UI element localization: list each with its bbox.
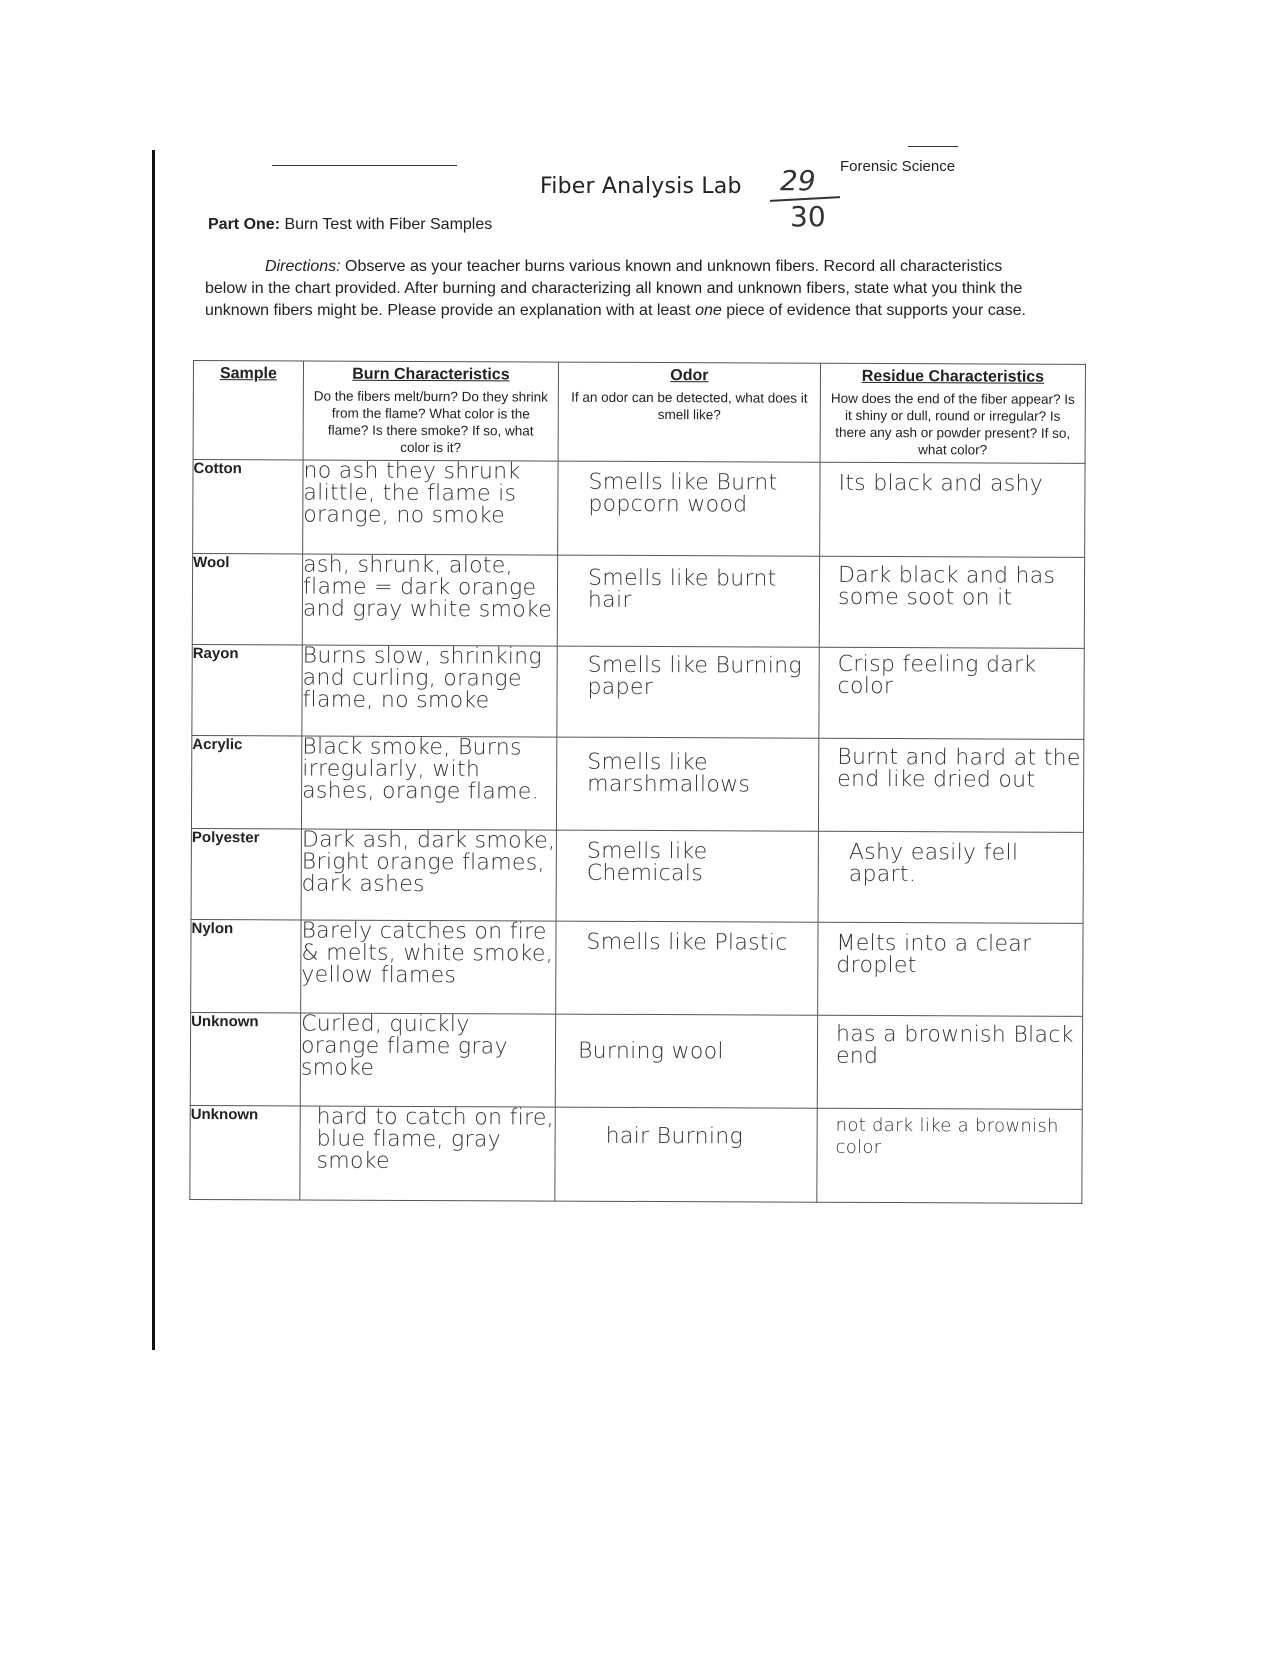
- burn-cell: hard to catch on fire, blue flame, gray smoke: [300, 1106, 555, 1201]
- residue-cell: Its black and ashy: [820, 462, 1085, 557]
- residue-cell: Burnt and hard at the end like dried out: [818, 738, 1083, 832]
- header-residue: Residue Characteristics How does the end of the fiber appear? Is it shiny or dull, round or irregular? Is there any ash or powder present? If so, what color?: [820, 363, 1085, 463]
- directions-paragraph: [205, 256, 1047, 322]
- odor-cell: Smells like Burning paper: [557, 646, 819, 738]
- score-total: 30: [790, 200, 826, 233]
- table-row: [190, 1105, 1082, 1203]
- directions-text-a: Observe as your teacher burns various known and unknown fibers. Record all characteristics below in the chart provided. After burning and characterizing all known and unknown fibers, state what you think the unknown fibers might be. Please provide an explanation with at least: [205, 258, 1023, 319]
- sample-cell: Wool: [192, 554, 302, 645]
- burn-cell: no ash they shrunk alittle, the flame is orange, no smoke: [303, 460, 558, 555]
- residue-cell: Melts into a clear droplet: [818, 922, 1083, 1016]
- burn-cell: Burns slow, shrinking and curling, orange flame, no smoke: [302, 645, 557, 737]
- table-row: [190, 1012, 1082, 1109]
- sample-cell: Unknown: [190, 1105, 300, 1200]
- table-row: [191, 919, 1083, 1016]
- part-heading: [208, 216, 492, 234]
- residue-cell: not dark like a brownish color: [817, 1108, 1082, 1203]
- sample-cell: Cotton: [193, 460, 303, 554]
- table-row: [191, 735, 1083, 832]
- directions-emphasis: one: [695, 302, 722, 319]
- table-row: [193, 460, 1085, 558]
- odor-cell: Smells like Plastic: [556, 921, 818, 1015]
- page-title: Fiber Analysis Lab: [540, 174, 742, 199]
- residue-cell: Dark black and has some soot on it: [819, 556, 1084, 648]
- odor-cell: Burning wool: [555, 1014, 817, 1108]
- residue-cell: has a brownish Black end: [817, 1015, 1082, 1109]
- part-text: Burn Test with Fiber Samples: [284, 216, 493, 233]
- score-earned: 29: [780, 164, 816, 197]
- sample-cell: Unknown: [190, 1012, 300, 1105]
- header-burn: Burn Characteristics Do the fibers melt/burn? Do they shrink from the flame? What color is the flame? Is there smoke? If so, what color is it?: [303, 361, 558, 461]
- odor-cell: Smells like Burnt popcorn wood: [558, 461, 820, 556]
- burn-cell: Black smoke, Burns irregularly, with ashes, orange flame.: [301, 736, 556, 830]
- sample-cell: Polyester: [191, 828, 301, 919]
- fiber-burn-table: [189, 360, 1086, 1204]
- period-blank-line: [908, 146, 958, 147]
- directions-text-b: piece of evidence that supports your case.: [726, 302, 1026, 319]
- sample-cell: Acrylic: [191, 735, 301, 828]
- burn-cell: Curled, quickly orange flame gray smoke: [300, 1013, 555, 1107]
- name-blank-line: [272, 165, 457, 166]
- sample-cell: Rayon: [192, 645, 302, 736]
- table-row: [192, 554, 1084, 649]
- burn-cell: Dark ash, dark smoke, Bright orange flames, dark ashes: [301, 829, 556, 921]
- handwritten-score: [770, 164, 840, 238]
- residue-cell: Crisp feeling dark color: [819, 647, 1084, 739]
- burn-cell: ash, shrunk, alote, flame = dark orange and gray white smoke: [302, 554, 557, 646]
- odor-cell: Smells like burnt hair: [557, 555, 819, 647]
- table-header-row: [193, 361, 1085, 464]
- burn-cell: Barely catches on fire & melts, white smoke, yellow flames: [301, 920, 556, 1014]
- header-odor: Odor If an odor can be detected, what does it smell like?: [558, 362, 820, 462]
- sample-cell: Nylon: [191, 919, 301, 1012]
- part-label: Part One:: [208, 216, 281, 233]
- odor-cell: Smells like Chemicals: [556, 830, 818, 922]
- residue-cell: Ashy easily fell apart.: [818, 831, 1083, 923]
- odor-cell: hair Burning: [555, 1107, 817, 1202]
- header-sample: Sample: [193, 361, 303, 461]
- binder-margin-line: [152, 150, 155, 1350]
- directions-label: Directions:: [265, 258, 341, 275]
- table-row: [191, 828, 1083, 923]
- subject-label: Forensic Science: [840, 158, 956, 175]
- odor-cell: Smells like marshmallows: [556, 737, 818, 831]
- table-row: [192, 645, 1084, 740]
